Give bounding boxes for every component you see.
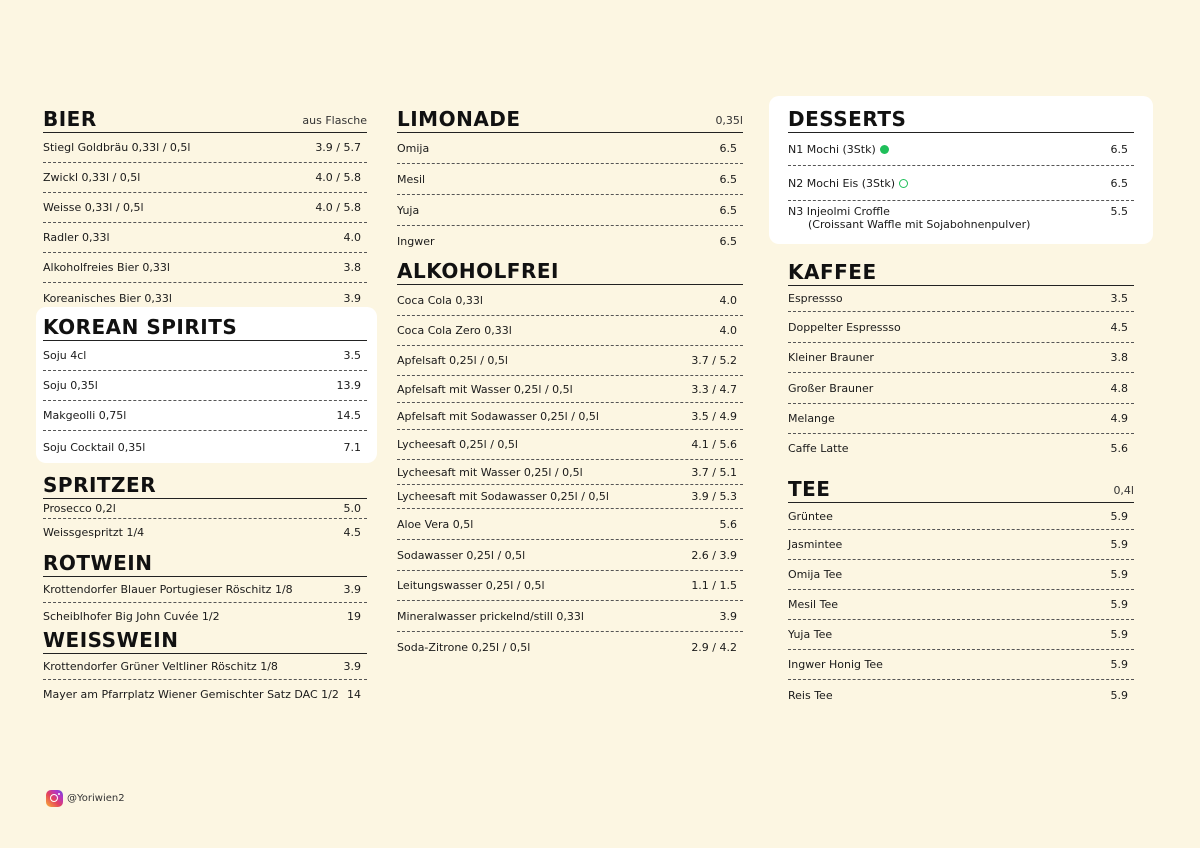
- menu-item: N3 Injeolmi Croffle (Croissant Waffle mit Sojabohnenpulver) 5.5: [788, 205, 1128, 231]
- menu-item: Aloe Vera 0,5l 5.6: [397, 509, 743, 540]
- menu-item: Alkoholfreies Bier 0,33l 3.8: [43, 253, 367, 283]
- menu-item: Prosecco 0,2l 5.0: [43, 499, 367, 519]
- menu-item: Weissgespritzt 1/4 4.5: [43, 525, 361, 539]
- section-alkoholfrei: [397, 256, 743, 663]
- section-title: BIER: [43, 107, 97, 131]
- instagram-handle[interactable]: [46, 790, 125, 807]
- menu-item: Lycheesaft mit Wasser 0,25l / 0,5l 3.7 / 5.1: [397, 460, 743, 485]
- menu-item: Weisse 0,33l / 0,5l 4.0 / 5.8: [43, 193, 367, 223]
- menu-item: Melange 4.9: [788, 404, 1134, 434]
- menu-item: Sodawasser 0,25l / 0,5l 2.6 / 3.9: [397, 540, 743, 571]
- section-bier: [43, 104, 367, 313]
- menu-item: Radler 0,33l 4.0: [43, 223, 367, 253]
- section-kaffee: [788, 257, 1134, 462]
- section-note: 0,4l: [1113, 484, 1134, 497]
- menu-item: Apfelsaft mit Wasser 0,25l / 0,5l 3.3 / 4.7: [397, 376, 743, 403]
- menu-item: Ingwer Honig Tee 5.9: [788, 650, 1134, 680]
- instagram-handle-text: @Yoriwien2: [67, 793, 125, 804]
- menu-item: Reis Tee 5.9: [788, 688, 1128, 702]
- menu-item: Ingwer 6.5: [397, 235, 737, 248]
- section-desserts: [788, 104, 1134, 235]
- menu-item: Lycheesaft mit Sodawasser 0,25l / 0,5l 3.9 / 5.3: [397, 485, 743, 509]
- section-title: SPRITZER: [43, 473, 157, 497]
- menu-item: Jasmintee 5.9: [788, 530, 1134, 560]
- section-spritzer: [43, 470, 367, 545]
- instagram-icon: [46, 790, 63, 807]
- menu-item: Omija 6.5: [397, 133, 743, 164]
- menu-item: Doppelter Espressso 4.5: [788, 312, 1134, 343]
- menu-item: Soju Cocktail 0,35l 7.1: [43, 440, 361, 454]
- menu-item: Soju 0,35l 13.9: [43, 371, 367, 401]
- menu-item: Mesil 6.5: [397, 164, 743, 195]
- section-korean-spirits: [43, 312, 367, 463]
- menu-item: Makgeolli 0,75l 14.5: [43, 401, 367, 431]
- menu-item: Apfelsaft mit Sodawasser 0,25l / 0,5l 3.5 / 4.9: [397, 403, 743, 430]
- green-dot-filled-icon: [880, 145, 889, 154]
- menu-item: Leitungswasser 0,25l / 0,5l 1.1 / 1.5: [397, 571, 743, 601]
- menu-item: Scheiblhofer Big John Cuvée 1/2 19: [43, 609, 361, 623]
- menu-item: Grüntee 5.9: [788, 503, 1134, 530]
- menu-item: Omija Tee 5.9: [788, 560, 1134, 590]
- section-limonade: [397, 104, 743, 257]
- green-dot-outline-icon: [899, 179, 908, 188]
- menu-item: Yuja 6.5: [397, 195, 743, 226]
- menu-item: Stiegl Goldbräu 0,33l / 0,5l 3.9 / 5.7: [43, 133, 367, 163]
- section-weisswein: [43, 625, 367, 708]
- menu-item: N2 Mochi Eis (3Stk) 6.5: [788, 166, 1134, 201]
- menu-item: Mineralwasser prickelnd/still 0,33l 3.9: [397, 601, 743, 632]
- menu-item: Coca Cola Zero 0,33l 4.0: [397, 316, 743, 346]
- menu-item: Koreanisches Bier 0,33l 3.9: [43, 291, 361, 305]
- section-title: WEISSWEIN: [43, 628, 179, 652]
- menu-item: Mayer am Pfarrplatz Wiener Gemischter Satz DAC 1/2 14: [43, 687, 361, 701]
- section-note: aus Flasche: [302, 114, 367, 127]
- section-rotwein: [43, 548, 367, 629]
- menu-item: Großer Brauner 4.8: [788, 373, 1134, 404]
- menu-item: Krottendorfer Grüner Veltliner Röschitz 1/8 3.9: [43, 654, 367, 680]
- menu-item: Caffe Latte 5.6: [788, 441, 1128, 455]
- menu-item: Apfelsaft 0,25l / 0,5l 3.7 / 5.2: [397, 346, 743, 376]
- section-title: ROTWEIN: [43, 551, 153, 575]
- section-tee: [788, 474, 1134, 710]
- section-title: KAFFEE: [788, 260, 877, 284]
- menu-item: Soju 4cl 3.5: [43, 341, 367, 371]
- menu-item: N1 Mochi (3Stk) 6.5: [788, 133, 1134, 166]
- section-title: DESSERTS: [788, 107, 907, 131]
- menu-item: Krottendorfer Blauer Portugieser Röschitz 1/8 3.9: [43, 577, 367, 603]
- menu-item: Coca Cola 0,33l 4.0: [397, 285, 743, 316]
- section-title: ALKOHOLFREI: [397, 259, 559, 283]
- menu-item: Espressso 3.5: [788, 286, 1134, 312]
- menu-item: Lycheesaft 0,25l / 0,5l 4.1 / 5.6: [397, 430, 743, 460]
- menu-item: Zwickl 0,33l / 0,5l 4.0 / 5.8: [43, 163, 367, 193]
- section-title: LIMONADE: [397, 107, 521, 131]
- menu-item: Mesil Tee 5.9: [788, 590, 1134, 620]
- menu-item: Kleiner Brauner 3.8: [788, 343, 1134, 373]
- menu-item: Yuja Tee 5.9: [788, 620, 1134, 650]
- menu-item: Soda-Zitrone 0,25l / 0,5l 2.9 / 4.2: [397, 641, 737, 654]
- section-title: KOREAN SPIRITS: [43, 315, 238, 339]
- section-title: TEE: [788, 477, 831, 501]
- section-note: 0,35l: [715, 114, 743, 127]
